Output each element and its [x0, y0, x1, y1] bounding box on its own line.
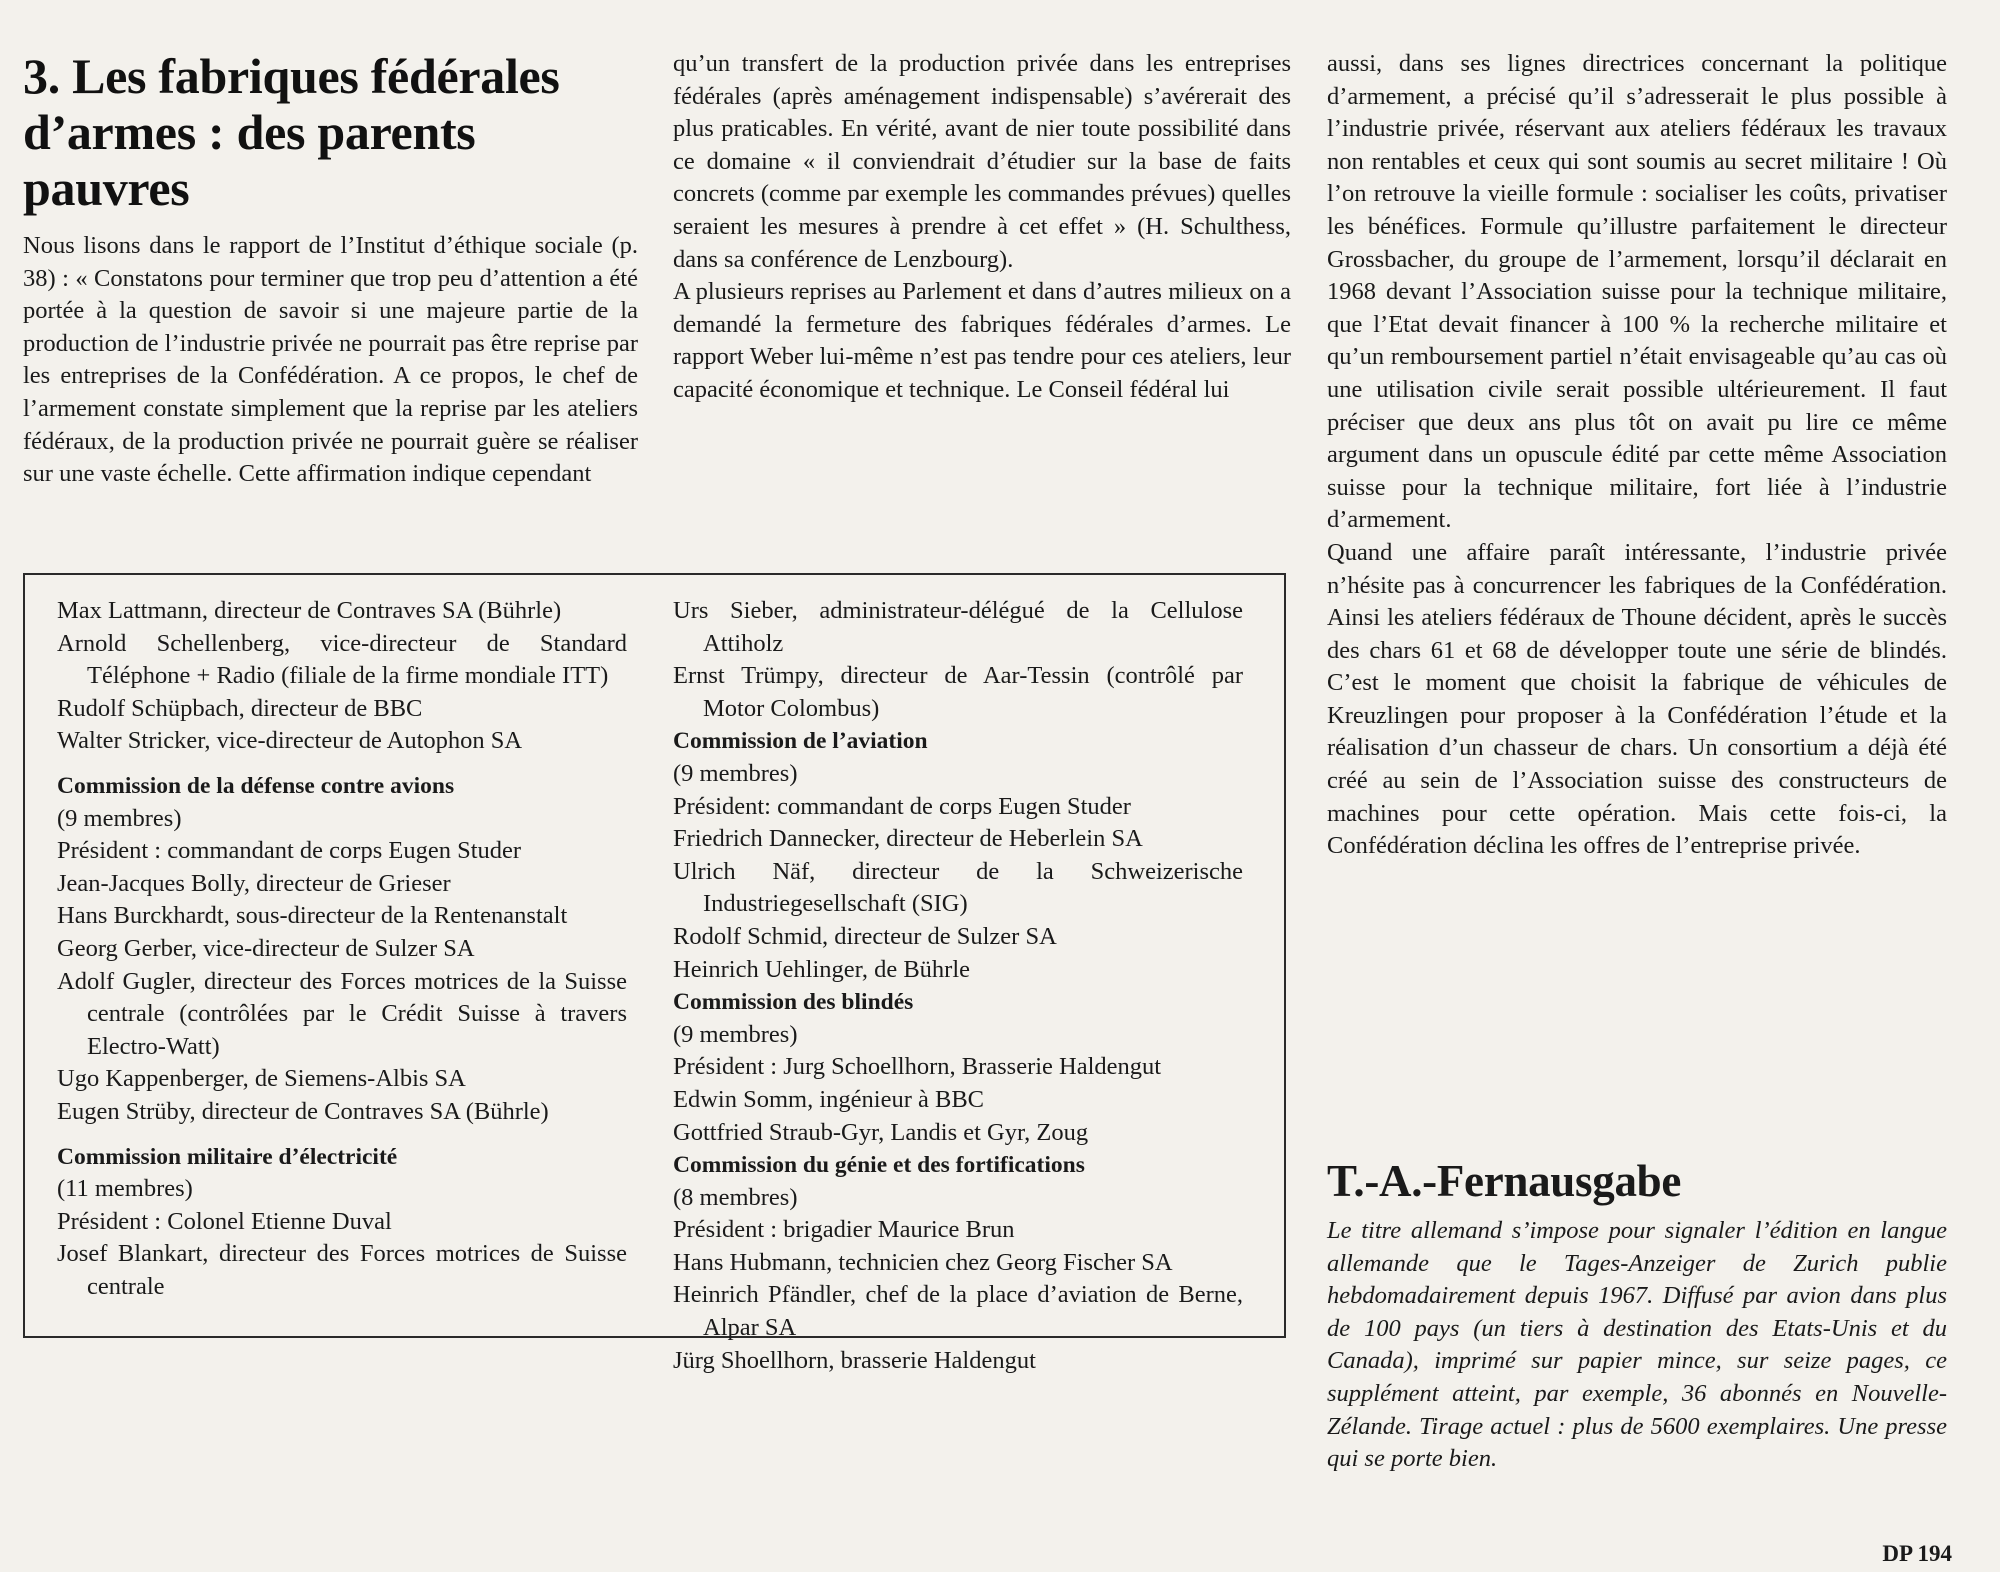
- column-1-paragraph: Nous lisons dans le rapport de l’Institut d’éthique sociale (p. 38) : « Constatons pour terminer que trop peu d’attention a été portée à la question de savoir si une majeure partie de la production de l’industrie privée ne pourrait pas être reprise par les entreprises de la Confédération. A ce propos, le chef de l’armement constate simplement que la reprise par les ateliers fédéraux, de la production privée ne pourrait guère se réaliser sur une vaste échelle. Cette affirmation indique cependant: [23, 232, 638, 488]
- page-folio: DP 194: [1882, 1541, 1952, 1566]
- list-item: Eugen Strüby, directeur de Contraves SA (Bührle): [57, 1097, 549, 1125]
- commission-president: Président : brigadier Maurice Brun: [673, 1216, 1015, 1244]
- commission-heading-genie: Commission du génie et des fortifications: [673, 1152, 1085, 1179]
- list-item: Heinrich Pfändler, chef de la place d’aviation de Berne, Alpar SA: [673, 1281, 1243, 1342]
- list-item: Friedrich Dannecker, directeur de Heberlein SA: [673, 825, 1143, 853]
- list-item: Rodolf Schmid, directeur de Sulzer SA: [673, 922, 1057, 950]
- list-item: Gottfried Straub-Gyr, Landis et Gyr, Zoug: [673, 1118, 1089, 1146]
- commission-president: Président : Colonel Etienne Duval: [57, 1207, 392, 1235]
- list-item: Hans Burckhardt, sous-directeur de la Rentenanstalt: [57, 902, 568, 930]
- commission-heading-electricite: Commission militaire d’électricité: [57, 1143, 398, 1170]
- commission-heading-dca: Commission de la défense contre avions: [57, 772, 455, 799]
- fernausgabe-section: [1327, 1155, 1947, 1476]
- list-item: Rudolf Schüpbach, directeur de BBC: [57, 694, 423, 722]
- list-item: Arnold Schellenberg, vice-directeur de Standard Téléphone + Radio (filiale de la firme mondiale ITT): [57, 629, 627, 690]
- list-item: Ulrich Näf, directeur de la Schweizerische Industriegesellschaft (SIG): [673, 857, 1243, 918]
- commissions-box-right-column: [673, 595, 1243, 1377]
- commission-president: Président : commandant de corps Eugen Studer: [57, 837, 522, 865]
- commission-heading-blindes: Commission des blindés: [673, 989, 914, 1016]
- section-title-line-1: 3. Les fabriques fédérales: [23, 48, 560, 104]
- list-item: Jürg Shoellhorn, brasserie Haldengut: [673, 1346, 1036, 1374]
- list-item: Josef Blankart, directeur des Forces motrices de Suisse centrale: [57, 1240, 627, 1300]
- column-2-paragraph-2: A plusieurs reprises au Parlement et dans d’autres milieux on a demandé la fermeture des fabriques fédérales d’armes. Le rapport Weber lui-même n’est pas tendre pour ces ateliers, leur capacité économique et technique. Le Conseil fédéral lui: [673, 278, 1291, 403]
- commissions-box-left-column: [57, 595, 627, 1303]
- fernausgabe-text: Le titre allemand s’impose pour signaler l’édition en langue allemande que le Tages-Anzeiger de Zurich publie hebdomadairement depuis 1967. Diffusé par avion dans plus de 100 pays (un tiers à destination des Etats-Unis et du Canada), imprimé sur papier mince, sur seize pages, ce supplément atteint, par exemple, 36 abonnés en Nouvelle-Zélande. Tirage actuel : plus de 5600 exemplaires. Une presse qui se porte bien.: [1327, 1217, 1947, 1473]
- article-column-1: [23, 48, 638, 491]
- list-item: Jean-Jacques Bolly, directeur de Grieser: [57, 869, 451, 897]
- list-item: Ernst Trümpy, directeur de Aar-Tessin (contrôlé par Motor Colombus): [673, 662, 1243, 722]
- list-item: Ugo Kappenberger, de Siemens-Albis SA: [57, 1065, 466, 1093]
- list-item: Max Lattmann, directeur de Contraves SA (Bührle): [57, 597, 562, 624]
- commission-members-count: (8 membres): [673, 1183, 798, 1211]
- list-item: Urs Sieber, administrateur-délégué de la Cellulose Attiholz: [673, 597, 1243, 657]
- list-item: Georg Gerber, vice-directeur de Sulzer SA: [57, 934, 475, 962]
- commission-members-count: (9 membres): [57, 804, 182, 832]
- list-item: Walter Stricker, vice-directeur de Autophon SA: [57, 727, 523, 755]
- article-column-3: [1327, 48, 1947, 863]
- commission-members-count: (9 membres): [673, 759, 798, 787]
- section-title: [23, 48, 638, 216]
- article-column-2: [673, 48, 1291, 407]
- list-item: Hans Hubmann, technicien chez Georg Fischer SA: [673, 1248, 1173, 1276]
- column-3-paragraph-1: aussi, dans ses lignes directrices concernant la politique d’armement, a précisé qu’il s’adresserait le plus possible à l’industrie privée, réservant aux ateliers fédéraux les travaux non rentables et ceux qui sont soumis au secret militaire ! Où l’on retrouve la vieille formule : socialiser les coûts, privatiser les bénéfices. Formule qu’illustre parfaitement le directeur Grossbacher, du groupe de l’armement, lorsqu’il déclarait en 1968 devant l’Association suisse pour la technique militaire, que l’Etat devait financer à 100 % la recherche militaire et qu’un remboursement partiel n’était envisageable qu’au cas où une utilisation civile serait possible ultérieurement. Il faut préciser que deux ans plus tôt on avait pu lire ce même argument dans un opuscule édité par cette même Association suisse pour la technique militaire, fort liée à l’industrie d’armement.: [1327, 50, 1947, 534]
- list-item: Edwin Somm, ingénieur à BBC: [673, 1085, 984, 1113]
- fernausgabe-title: T.-A.-Fernausgabe: [1327, 1156, 1682, 1206]
- commission-members-count: (11 membres): [57, 1175, 193, 1203]
- column-2-paragraph-1: qu’un transfert de la production privée dans les entreprises fédérales (après aménagement indispensable) s’avérerait des plus praticables. En vérité, avant de nier toute possibilité dans ce domaine « il conviendrait d’étudier sur la base de faits concrets (comme par exemple les commandes prévues) quelles seraient les mesures à prendre à cet effet » (H. Schulthess, dans sa conférence de Lenzbourg).: [673, 50, 1291, 273]
- commission-president: Président : Jurg Schoellhorn, Brasserie Haldengut: [673, 1053, 1162, 1081]
- commissions-box: [23, 573, 1286, 1374]
- column-3-paragraph-2: Quand une affaire paraît intéressante, l’industrie privée n’hésite pas à concurrencer les fabriques de la Confédération. Ainsi les ateliers fédéraux de Thoune décident, après le succès des chars 61 et 68 de développer toute une série de blindés. C’est le moment que choisit la fabrique de véhicules de Kreuzlingen pour proposer à la Confédération l’étude et la réalisation d’un chasseur de chars. Un consortium a déjà été créé au sein de l’Association suisse des constructeurs de machines pour cette opération. Mais cette fois-ci, la Confédération déclina les offres de l’entreprise privée.: [1327, 538, 1947, 860]
- list-item: Heinrich Uehlinger, de Bührle: [673, 955, 971, 983]
- commission-president: Président: commandant de corps Eugen Studer: [673, 792, 1131, 820]
- commission-members-count: (9 membres): [673, 1020, 798, 1048]
- list-item: Adolf Gugler, directeur des Forces motrices de la Suisse centrale (contrôlées par le Crédit Suisse à travers Electro-Watt): [57, 967, 627, 1060]
- section-title-line-2: d’armes : des parents pauvres: [23, 104, 476, 216]
- commission-heading-aviation: Commission de l’aviation: [673, 728, 928, 755]
